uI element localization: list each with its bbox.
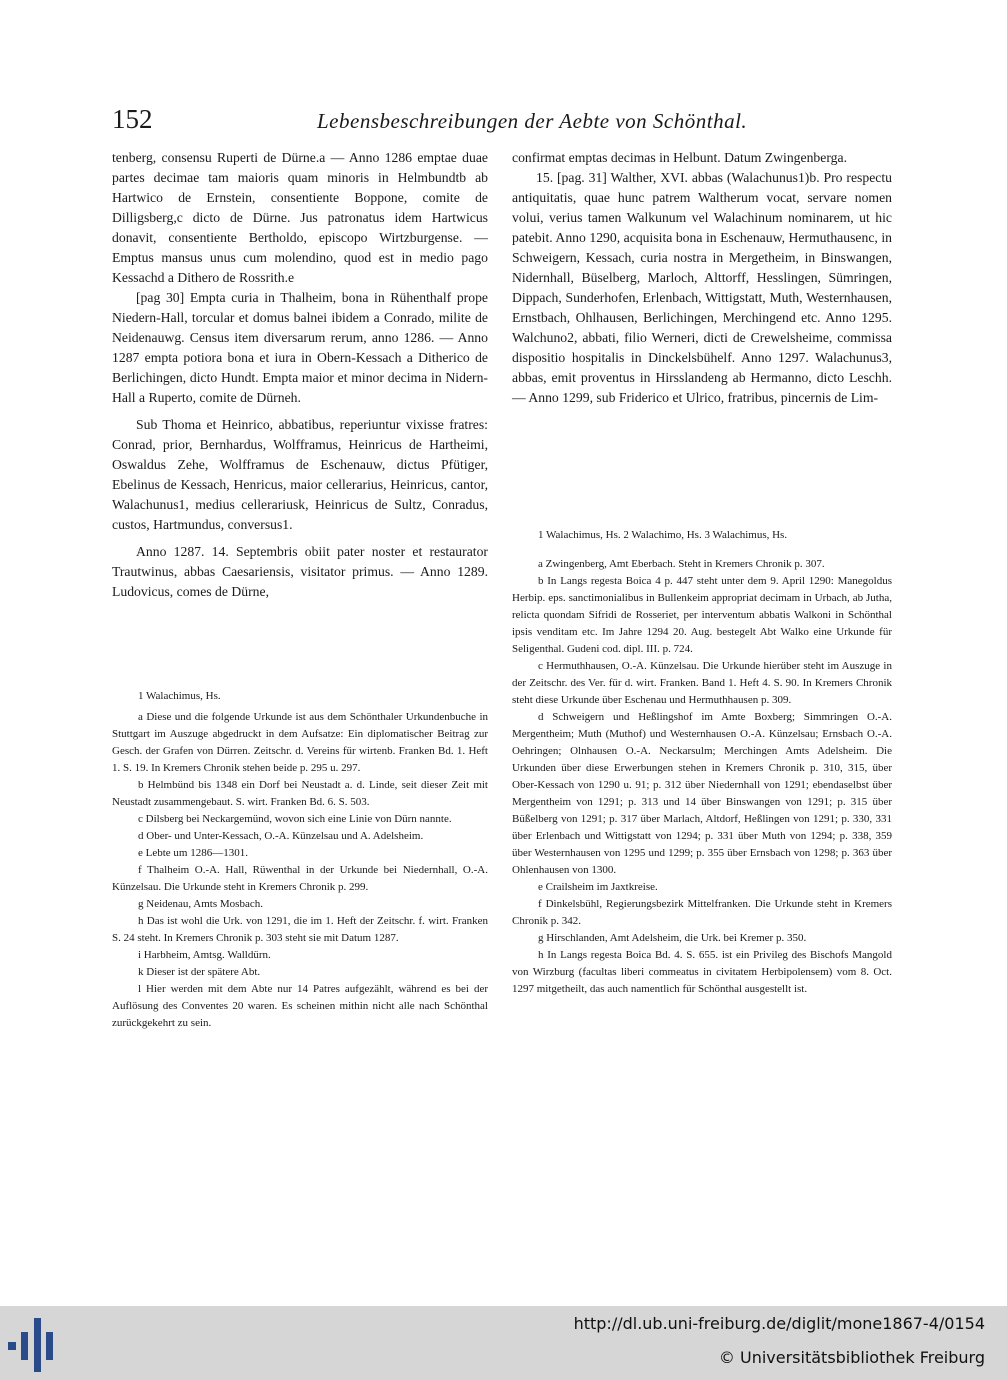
running-head: Lebensbeschreibungen der Aebte von Schönthal. <box>317 109 748 133</box>
footnote: b In Langs regesta Boica 4 p. 447 steht unter dem 9. April 1290: Manegoldus Herbip. eps. sanctimonialibus in Bullenkeim appropriat decimam in Urbach, ab Jutha, relicta quondam Sifridi de Rosseriet, per interventum abbatis Walkoni in Schönthal ipsis venditam etc. Im Jahre 1294 20. Aug. bestegelt Abt Walko eine Urkunde für Seligenthal. Gudeni cod. dipl. III. p. 724. <box>512 575 892 655</box>
page-number: 152 <box>112 104 153 134</box>
document-url-link[interactable]: http://dl.ub.uni-freiburg.de/diglit/mone1867-4/0154 <box>573 1314 985 1333</box>
footnote: g Hirschlanden, Amt Adelsheim, die Urk. bei Kremer p. 350. <box>538 932 807 944</box>
paragraph: Anno 1287. 14. Septembris obiit pater noster et restaurator Trautwinus, abbas Caesariensis, visitator primus. — Anno 1289. Ludovicus, comes de Dürne, <box>112 544 488 599</box>
ub-freiburg-logo-icon <box>8 1318 58 1372</box>
paragraph: confirmat emptas decimas in Helbunt. Datum Zwingenberga. <box>512 150 847 165</box>
footnote: f Thalheim O.-A. Hall, Rüwenthal in der Urkunde bei Niedernhall, O.-A. Künzelsau. Die Urkunde steht in Kremers Chronik p. 299. <box>112 864 488 893</box>
footnote: a Diese und die folgende Urkunde ist aus dem Schönthaler Urkundenbuche in Stuttgart im Auszuge abgedruckt in dem Aufsatze: Ein diplomatischer Beitrag zur Gesch. der Grafen von Dürren. Zeitschr. d. Vereins für wirtenb. Franken Bd. 1. Heft 1. S. 19. In Kremers Chronik stehen beide p. 295 u. 297. <box>112 711 488 774</box>
footnote: i Harbheim, Amtsg. Walldürn. <box>138 949 271 961</box>
right-footnotes <box>512 556 892 998</box>
footnote: h In Langs regesta Boica Bd. 4. S. 655. ist ein Privileg des Bischofs Mangold von Wirzburg (facultas liberi commeatus in civitatem Herbipolensem) vom 8. Oct. 1297 mitgetheilt, das auch namentlich für Schönthal ausgestellt ist. <box>512 949 892 995</box>
footnote: e Lebte um 1286—1301. <box>138 847 248 859</box>
footnote: b Helmbünd bis 1348 ein Dorf bei Neustadt a. d. Linde, seit dieser Zeit mit Neustadt zusammengebaut. S. wirt. Franken Bd. 6. S. 503. <box>112 779 488 808</box>
footnote: d Schweigern und Heßlingshof im Amte Boxberg; Simmringen O.-A. Mergentheim; Muth (Muthof) und Westernhausen O.-A. Künzelsau; Ernsbach O.-A. Oehringen; Olnhausen O.-A. Neckarsulm; Merchingen Amts Adelsheim. Die Urkunden über diese Erwerbungen stehen in Kremers Chronik p. 310, 315, über Ober-Kessach von 1290 u. 91; p. 312 über Niedernhall von 1291; ebendaselbst über Mergentheim von 1291; p. 313 und 14 über Binswangen von 1291; p. 315 über Büßelberg von 1291; p. 317 über Marlach, Altdorf, Heßlingen von 1291; p. 330, 331 über Erlenbach und Wittigstatt von 1294; p. 331 über Muth von 1294; p. 338, 359 über Westernhausen von 1295 und 1299; p. 355 über Ernsbach von 1298; p. 363 über Ohlenhausen von 1300. <box>512 711 892 876</box>
footnote: d Ober- und Unter-Kessach, O.-A. Künzelsau und A. Adelsheim. <box>138 830 424 842</box>
footnote: h Das ist wohl die Urk. von 1291, die im 1. Heft der Zeitschr. f. wirt. Franken S. 24 steht. In Kremers Chronik p. 303 steht sie mit Datum 1287. <box>112 915 488 944</box>
footnote: l Hier werden mit dem Abte nur 14 Patres aufgezählt, während es bei der Auflösung des Conventes 20 waren. Es scheinen mithin nicht alle nach Schönthal zurückgekehrt zu sein. <box>112 983 488 1029</box>
footnote: 1 Walachimus, Hs. <box>138 690 221 702</box>
left-column <box>112 148 488 602</box>
right-column <box>512 148 892 408</box>
paragraph: Sub Thoma et Heinrico, abbatibus, reperiuntur vixisse fratres: Conrad, prior, Bernhardus, Wolffrаmus, Heinricus de Hartheimi, Oswaldus Zehe, Wolffrаmus de Eschenauw, dictus Pfütiger, Ebelinus de Kessach, Henricus, maior cellerarius, Heinricus, cantor, Walachunus1, medius cellerariusk, Heinricus de Sultz, Conradus, custos, Hartmundus, conversus1. <box>112 417 488 532</box>
paragraph: [pag 30] Empta curia in Thalheim, bona in Rühenthalf prope Niedern-Hall, torcular et domus balnei ibidem a Conrado, milite de Neidenauwg. Census item diversarum rerum, anno 1286. — Anno 1287 empta potiora bona et iura in Obern-Kessach a Ditherico de Berlichingen, dicto Hundt. Empta maior et minor decima in Nidern-Hall a Ruperto, comite de Dürneh. <box>112 290 488 405</box>
footnote: k Dieser ist der spätere Abt. <box>138 966 261 978</box>
footnote: g Neidenau, Amts Mosbach. <box>138 898 263 910</box>
footnote: c Dilsberg bei Neckargemünd, wovon sich eine Linie von Dürn nannte. <box>138 813 452 825</box>
variant-notes <box>512 527 892 544</box>
footnote: a Zwingenberg, Amt Eberbach. Steht in Kremers Chronik p. 307. <box>538 558 825 570</box>
paragraph: tenberg, consensu Ruperti de Dürne.a — Anno 1286 emptae duae partes decimae tam maioris quam minoris in Helmbundtb ab Hartwico de Ernstein, consentiente Boppone, comite de Dilligsberg,c dicto de Dürne. Jus patronatus idem Hartwicus donavit, consentiente Bertholdo, episcopo Wirtzburgense. — Emptus mansus unus cum molendino, quod est in medio pago Kessachd a Dithero de Rossrith.e <box>112 150 488 285</box>
paragraph: 15. [pag. 31] Walther, XVI. abbas (Walachunus1)b. Pro respectu antiquitatis, quae hunc patrem Waltherum vocat, servare nomen volui, verius tamen Walkunum vel Walachinum nominarem, ut hic patebit. Anno 1290, acquisita bona in Eschenauw, Hermuthausenc, in Schweigern, Kessach, curia nostra in Mergetheim, in Binswangen, Nidernhall, Büselberg, Marloch, Alttorff, Hesslingen, Sümringen, Dippach, Sunderhofen, Erlenbach, Wittigstatt, Muth, Westernhausen, Ernstbach, Ohlhausen, Berlichingen, Merchingend etc. Anno 1295. Walchuno2, abbati, filio Werneri, dicti de Crewelsheime, commissa dispositio hospitalis in Dinckelsbühelf. Anno 1297. Walachunus3, abbas, emit proventus in Hirsslandeng ab Hermanno, dicto Leschh. — Anno 1299, sub Friderico et Ulrico, fratribus, pincernis de Lim- <box>512 170 892 405</box>
footnote: e Crailsheim im Jaxtkreise. <box>538 881 658 893</box>
footnote: c Hermuthhausen, O.-A. Künzelsau. Die Urkunde hierüber steht im Auszuge in der Zeitschr. des Ver. für d. wirt. Franken. Band 1. Heft 4. S. 90. In Kremers Chronik steht diese Urkunde über Eschenau und Hermuthhausen p. 309. <box>512 660 892 706</box>
footnote: f Dinkelsbühl, Regierungsbezirk Mittelfranken. Die Urkunde steht in Kremers Chronik p. 342. <box>512 898 892 927</box>
copyright-notice: © Universitätsbibliothek Freiburg <box>718 1348 985 1367</box>
left-footnotes <box>112 688 488 1032</box>
page-header <box>112 104 892 144</box>
viewer-footer <box>0 1306 1007 1380</box>
footnote: 1 Walachimus, Hs. 2 Walachimo, Hs. 3 Walachimus, Hs. <box>538 529 788 541</box>
